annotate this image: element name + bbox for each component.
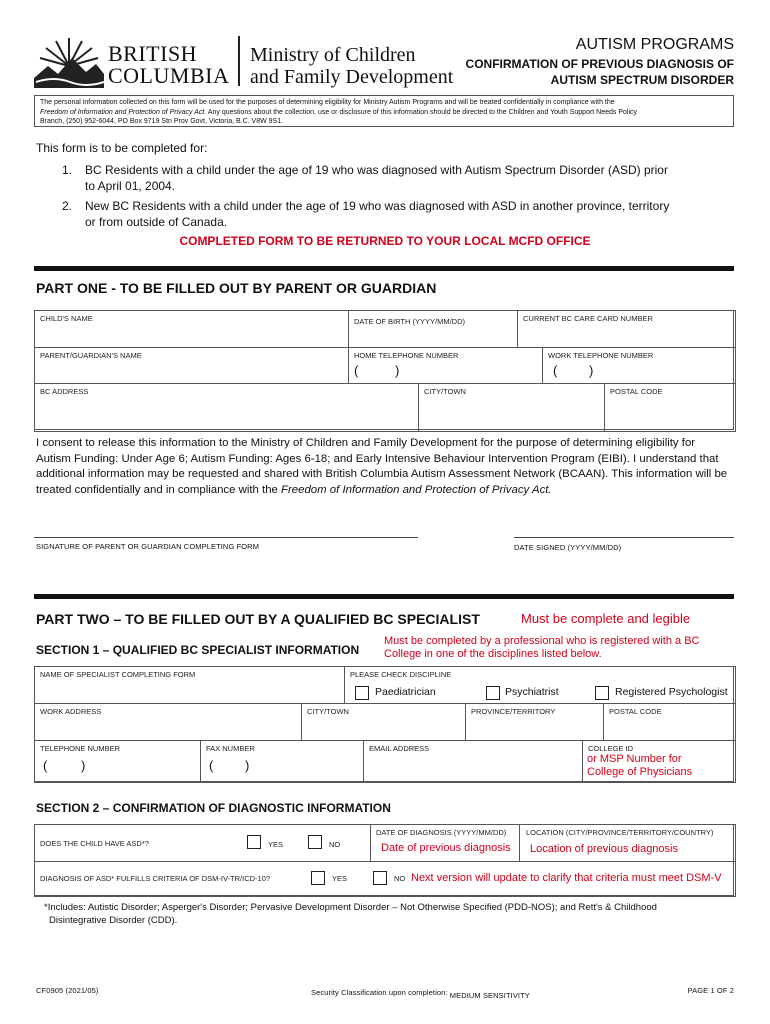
privacy-notice xyxy=(34,95,734,127)
parent-name-cell[interactable] xyxy=(34,347,349,384)
part-one-title: PART ONE - TO BE FILLED OUT BY PARENT OR GUARDIAN xyxy=(36,280,437,296)
paediatrician-label: Paediatrician xyxy=(375,686,436,698)
address-cell[interactable] xyxy=(34,383,419,432)
province-label: PROVINCE/TERRITORY xyxy=(471,707,556,716)
section1-note-1: Must be completed by a professional who is registered with a BC xyxy=(384,635,700,647)
psychiatrist-label: Psychiatrist xyxy=(505,686,559,698)
telephone-paren-close: ) xyxy=(81,758,86,773)
intro-item-1-line-2: to April 01, 2004. xyxy=(85,179,176,193)
intro-item-2-line-2: or from outside of Canada. xyxy=(85,215,228,229)
childs-name-cell[interactable] xyxy=(34,310,349,348)
college-note-2: College of Physicians xyxy=(587,766,693,778)
section1-form xyxy=(34,666,734,782)
work-phone-paren-open: ( xyxy=(553,363,558,378)
postal-label: POSTAL CODE xyxy=(610,387,663,396)
logo-british: BRITISH xyxy=(108,41,198,66)
parent-name-label: PARENT/GUARDIAN'S NAME xyxy=(40,351,142,360)
care-card-cell[interactable] xyxy=(517,310,736,348)
fax-paren-open: ( xyxy=(209,758,214,773)
criteria-row xyxy=(34,861,736,897)
criteria-no-label: NO xyxy=(394,874,406,883)
section2-form xyxy=(34,824,734,896)
telephone-cell[interactable] xyxy=(34,740,201,783)
page-number: PAGE 1 OF 2 xyxy=(687,986,734,995)
intro-item-2-num: 2. xyxy=(62,199,73,213)
fax-label: FAX NUMBER xyxy=(206,744,255,753)
section2-title: SECTION 2 – CONFIRMATION OF DIAGNOSTIC INFORMATION xyxy=(36,801,391,815)
date-signed-line[interactable] xyxy=(514,537,734,538)
date-of-diag-label: DATE OF DIAGNOSIS (YYYY/MM/DD) xyxy=(376,828,507,837)
sp-postal-cell[interactable] xyxy=(603,703,736,741)
part-two-note: Must be complete and legible xyxy=(521,611,691,626)
email-cell[interactable] xyxy=(363,740,583,783)
location-value: Location of previous diagnosis xyxy=(530,843,678,855)
has-asd-yes-label: YES xyxy=(268,840,284,849)
address-label: BC ADDRESS xyxy=(40,387,89,396)
bc-logo xyxy=(34,36,234,88)
work-address-label: WORK ADDRESS xyxy=(40,707,102,716)
signature-label: SIGNATURE OF PARENT OR GUARDIAN COMPLETING FORM xyxy=(36,542,260,551)
work-address-cell[interactable] xyxy=(34,703,302,741)
discipline-label: PLEASE CHECK DISCIPLINE xyxy=(350,670,452,679)
consent-line-3: additional information may be requested and shared with British Columbia Autism Assessment Network (BCAAN). This information will be xyxy=(36,468,728,480)
privacy-line-2-rest: Any questions about the collection, use or disclosure of this information should be directed to the Children and Youth Support Needs Policy xyxy=(206,108,638,116)
specialist-name-label: NAME OF SPECIALIST COMPLETING FORM xyxy=(40,670,196,679)
intro-item-2-line-1: New BC Residents with a child under the age of 19 who was diagnosed with ASD in another province, territory xyxy=(85,199,670,213)
privacy-line-2 xyxy=(40,108,728,118)
part-two-title: PART TWO – TO BE FILLED OUT BY A QUALIFIED BC SPECIALIST xyxy=(36,611,480,627)
childs-name-label: CHILD'S NAME xyxy=(40,314,93,323)
program-title: AUTISM PROGRAMS xyxy=(575,36,734,53)
college-id-cell[interactable] xyxy=(582,740,736,783)
criteria-label: DIAGNOSIS OF ASD* FULFILLS CRITERIA OF DSM-IV-TR/ICD-10? xyxy=(40,874,271,883)
criteria-note: Next version will update to clarify that criteria must meet DSM-V xyxy=(411,872,722,884)
criteria-yes-checkbox[interactable] xyxy=(311,871,325,885)
province-cell[interactable] xyxy=(465,703,604,741)
postal-cell[interactable] xyxy=(604,383,736,432)
date-signed-label: DATE SIGNED (YYYY/MM/DD) xyxy=(514,543,622,552)
section1-title: SECTION 1 – QUALIFIED BC SPECIALIST INFORMATION xyxy=(36,643,360,657)
fax-paren-close: ) xyxy=(245,758,250,773)
consent-act-name: Freedom of Information and Protection of Privacy Act. xyxy=(281,483,552,496)
bc-sun-mountain-icon xyxy=(34,36,104,88)
security-classification xyxy=(311,988,530,1000)
home-phone-label: HOME TELEPHONE NUMBER xyxy=(354,351,459,360)
privacy-line-3: Branch, (250) 952-6044, PO Box 9719 Stn Prov Govt, Victoria, B.C. V8W 9S1. xyxy=(40,118,284,125)
criteria-yes-label: YES xyxy=(332,874,348,883)
intro-heading: This form is to be completed for: xyxy=(36,141,208,155)
footnote-line-1: *Includes: Autistic Disorder; Asperger's Disorder; Pervasive Development Disorder – Not Otherwise Specified (PDD-NOS); and Rett's & Childhood xyxy=(44,902,657,913)
footnote-line-2: Disintegrative Disorder (CDD). xyxy=(49,914,178,926)
form-title-1: CONFIRMATION OF PREVIOUS DIAGNOSIS OF xyxy=(465,57,734,71)
care-card-label: CURRENT BC CARE CARD NUMBER xyxy=(523,314,653,323)
home-phone-paren-open: ( xyxy=(354,363,359,378)
has-asd-cell xyxy=(34,824,371,862)
college-id-label: COLLEGE ID xyxy=(588,744,634,753)
college-note-1: or MSP Number for xyxy=(587,753,682,765)
privacy-line-1: The personal information collected on this form will be used for the purposes of determining eligibility for Ministry Autism Programs and will be treated confidentially in compliance with the xyxy=(40,99,615,106)
intro-item-1 xyxy=(62,162,668,194)
privacy-act-name: Freedom of Information and Protection of Privacy Act. xyxy=(40,108,207,116)
home-phone-paren-close: ) xyxy=(395,363,400,378)
dob-cell[interactable] xyxy=(348,310,518,348)
date-of-diag-cell[interactable] xyxy=(370,824,520,862)
dob-label: DATE OF BIRTH (YYYY/MM/DD) xyxy=(354,317,465,326)
work-phone-cell[interactable] xyxy=(542,347,736,384)
city-cell[interactable] xyxy=(418,383,605,432)
consent-text xyxy=(36,436,727,498)
psychologist-label: Registered Psychologist xyxy=(615,686,728,698)
location-label: LOCATION (CITY/PROVINCE/TERRITORY/COUNTRY) xyxy=(526,828,714,837)
email-label: EMAIL ADDRESS xyxy=(369,744,430,753)
form-code: CF0905 (2021/05) xyxy=(36,986,99,995)
consent-line-4-text: treated confidentially and in compliance with the xyxy=(36,483,282,496)
security-label: Security Classification upon completion: xyxy=(311,988,450,997)
logo-columbia: COLUMBIA xyxy=(108,63,230,88)
security-value: MEDIUM SENSITIVITY xyxy=(449,991,530,1000)
has-asd-label: DOES THE CHILD HAVE ASD*? xyxy=(40,839,149,848)
intro-item-1-line-1: BC Residents with a child under the age of 19 who was diagnosed with Autism Spectrum Disorder (ASD) prior xyxy=(85,163,668,177)
home-phone-cell[interactable] xyxy=(348,347,543,384)
has-asd-no-label: NO xyxy=(329,840,341,849)
work-phone-label: WORK TELEPHONE NUMBER xyxy=(548,351,654,360)
signature-line[interactable] xyxy=(34,537,418,538)
location-cell[interactable] xyxy=(519,824,736,862)
ministry-line-1: Ministry of Children xyxy=(250,44,416,66)
sp-city-cell[interactable] xyxy=(301,703,466,741)
ministry-line-2: and Family Development xyxy=(250,66,454,88)
sp-postal-label: POSTAL CODE xyxy=(609,707,662,716)
work-phone-paren-close: ) xyxy=(589,363,594,378)
city-label: CITY/TOWN xyxy=(424,387,466,396)
intro-item-2 xyxy=(62,198,669,230)
fax-cell[interactable] xyxy=(200,740,364,783)
psychiatrist-checkbox[interactable] xyxy=(486,686,500,700)
has-asd-no-checkbox[interactable] xyxy=(308,835,322,849)
form-title-2: AUTISM SPECTRUM DISORDER xyxy=(550,73,734,87)
sp-city-label: CITY/TOWN xyxy=(307,707,349,716)
logo-divider xyxy=(238,36,240,86)
consent-line-4 xyxy=(36,483,727,499)
criteria-no-checkbox[interactable] xyxy=(373,871,387,885)
consent-line-1: I consent to release this information to the Ministry of Children and Family Development for the purpose of determining eligibility for xyxy=(36,437,696,449)
consent-line-2: Autism Funding: Under Age 6; Autism Funding: Ages 6-18; and Early Intensive Behaviour Intervention Program (EIBI). I understand that xyxy=(36,452,719,465)
footnote xyxy=(44,902,657,927)
has-asd-yes-checkbox[interactable] xyxy=(247,835,261,849)
telephone-paren-open: ( xyxy=(43,758,48,773)
paediatrician-checkbox[interactable] xyxy=(355,686,369,700)
date-of-diag-value: Date of previous diagnosis xyxy=(381,842,511,854)
part-one-form xyxy=(34,310,734,430)
intro-item-1-num: 1. xyxy=(62,163,73,177)
telephone-label: TELEPHONE NUMBER xyxy=(40,744,121,753)
specialist-name-cell[interactable] xyxy=(34,666,345,704)
part-one-rule xyxy=(34,266,734,271)
section1-note-2: College in one of the disciplines listed below. xyxy=(384,648,602,660)
part-two-rule xyxy=(34,594,734,599)
discipline-cell xyxy=(344,666,736,704)
psychologist-checkbox[interactable] xyxy=(595,686,609,700)
return-notice: COMPLETED FORM TO BE RETURNED TO YOUR LOCAL MCFD OFFICE xyxy=(179,234,591,248)
